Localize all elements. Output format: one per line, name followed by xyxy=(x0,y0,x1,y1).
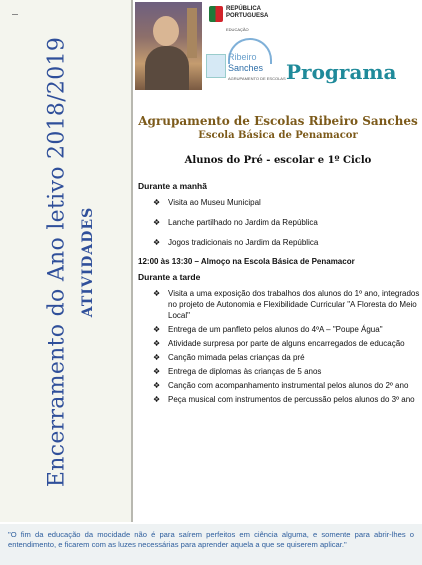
republica-line2: PORTUGUESA xyxy=(226,13,269,19)
list-item: ❖ Canção mimada pelas crianças da pré xyxy=(153,353,305,362)
republica-line1: REPÚBLICA xyxy=(226,6,262,12)
logo-square-icon xyxy=(206,54,226,78)
logo-line3: AGRUPAMENTO DE ESCOLAS xyxy=(228,76,286,81)
diamond-bullet-icon: ❖ xyxy=(153,198,161,207)
list-item: ❖ Lanche partilhado no Jardim da República xyxy=(153,218,318,227)
tower-shape xyxy=(187,8,197,58)
republica-line3: EDUCAÇÃO xyxy=(226,27,249,32)
flag-icon xyxy=(209,6,223,22)
diamond-bullet-icon: ❖ xyxy=(153,289,161,298)
school-escola: Escola Básica de Penamacor xyxy=(198,130,358,141)
diamond-bullet-icon: ❖ xyxy=(153,381,161,390)
sidebar-panel xyxy=(0,0,133,522)
logo-line1: Ribeiro xyxy=(228,52,257,62)
sidebar-title: Encerramento do Ano letivo 2018/2019 xyxy=(44,36,70,488)
portrait-body xyxy=(145,46,189,90)
audience-heading: Alunos do Pré - escolar e 1º Ciclo xyxy=(184,155,372,166)
school-header xyxy=(134,114,422,142)
afternoon-heading: Durante a tarde xyxy=(138,272,201,282)
list-item: ❖ Canção com acompanhamento instrumental pelos alunos do 2º ano xyxy=(153,381,409,390)
list-item: ❖ Atividade surpresa por parte de alguns encarregados de educação xyxy=(153,339,405,348)
list-item: ❖ Jogos tradicionais no Jardim da República xyxy=(153,238,319,247)
list-item: ❖ Visita ao Museu Municipal xyxy=(153,198,261,207)
program-content xyxy=(138,181,422,408)
logo-line2: Sanches xyxy=(228,63,264,73)
diamond-bullet-icon: ❖ xyxy=(153,238,161,247)
lunch-line: 12:00 às 13:30 – Almoço na Escola Básica de Penamacor xyxy=(138,257,355,266)
morning-heading: Durante a manhã xyxy=(138,181,207,191)
quote-footer: "O fim da educação da mocidade não é para saírem perfeitos em ciência alguma, e somente para abrir-lhes o entendimento, e ficarem com as luzes necessárias para aprender aquela a que se quiserem aplicar." xyxy=(0,524,422,565)
school-name: Agrupamento de Escolas Ribeiro Sanches xyxy=(138,114,418,128)
school-logo xyxy=(206,38,286,88)
corner-mark xyxy=(12,14,18,19)
list-item: ❖ Peça musical com instrumentos de percussão pelos alunos do 3º ano xyxy=(153,395,415,404)
sidebar-subtitle: ATIVIDADES xyxy=(80,206,96,318)
list-item: ❖ Entrega de um panfleto pelos alunos do 4ºA – "Poupe Água" xyxy=(153,325,383,334)
portrait-head xyxy=(153,16,179,46)
diamond-bullet-icon: ❖ xyxy=(153,395,161,404)
programa-title: Programa xyxy=(286,60,397,84)
list-item: ❖ Entrega de diplomas às crianças de 5 anos xyxy=(153,367,322,376)
diamond-bullet-icon: ❖ xyxy=(153,339,161,348)
diamond-bullet-icon: ❖ xyxy=(153,367,161,376)
afternoon-list xyxy=(138,288,422,405)
morning-list xyxy=(138,197,422,248)
diamond-bullet-icon: ❖ xyxy=(153,218,161,227)
list-item: ❖ Visita a uma exposição dos trabalhos dos alunos do 1º ano, integrados no projeto de Autonomia e Flexibilidade Curricular "A Floresta do Meio Local" xyxy=(153,289,420,320)
ribeiro-sanches-portrait-image xyxy=(135,2,202,90)
diamond-bullet-icon: ❖ xyxy=(153,325,161,334)
diamond-bullet-icon: ❖ xyxy=(153,353,161,362)
